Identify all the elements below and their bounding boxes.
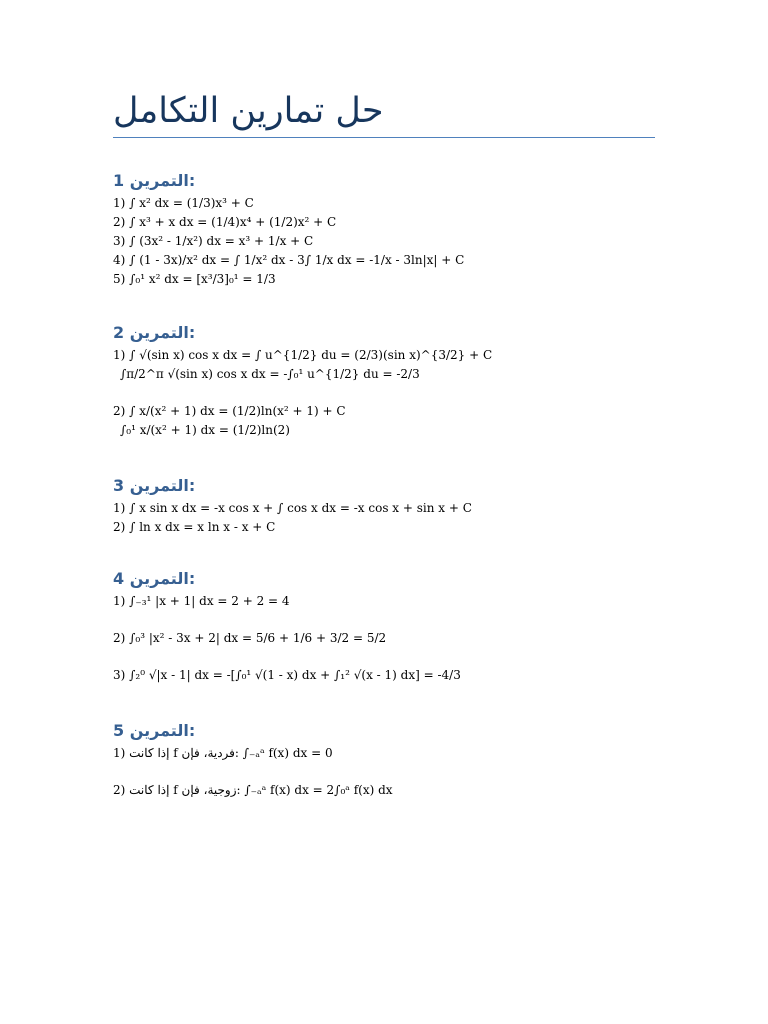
exercise-colon: : xyxy=(188,476,196,495)
solution-line: 2) ∫ x³ + x dx = (1/4)x⁴ + (1/2)x² + C xyxy=(113,215,337,229)
solution-line: 4) ∫ (1 - 3x)/x² dx = ∫ 1/x² dx - 3∫ 1/x dx = -1/x - 3ln|x| + C xyxy=(113,253,465,267)
solution-line: ∫₀¹ x/(x² + 1) dx = (1/2)ln(2) xyxy=(120,423,290,437)
exercise-heading xyxy=(113,475,673,497)
solution-line: 2) ∫ x/(x² + 1) dx = (1/2)ln(x² + 1) + C xyxy=(113,404,346,418)
exercise-colon: : xyxy=(188,323,196,342)
exercise-label: التمرين xyxy=(129,721,189,740)
exercise-colon: : xyxy=(188,171,196,190)
solution-line: 5) ∫₀¹ x² dx = [x³/3]₀¹ = 1/3 xyxy=(113,272,276,286)
exercise-number: 4 xyxy=(113,569,125,588)
solution-line: 1) ∫ x sin x dx = -x cos x + ∫ cos x dx = -x cos x + sin x + C xyxy=(113,501,472,515)
exercise-heading xyxy=(113,568,673,590)
exercise-label: التمرين xyxy=(129,476,189,495)
solution-line: 1) إذا كانت f فردية، فإن: ∫₋ₐᵃ f(x) dx = 0 xyxy=(113,746,333,760)
exercise-colon: : xyxy=(188,569,196,588)
solution-line: ∫π/2^π √(sin x) cos x dx = -∫₀¹ u^{1/2} du = -2/3 xyxy=(120,367,420,381)
exercise-5 xyxy=(113,720,673,800)
page-title: حل تمارين التكامل xyxy=(113,91,384,131)
solution-line: 1) ∫₋₃¹ |x + 1| dx = 2 + 2 = 4 xyxy=(113,594,290,608)
solution-line: 3) ∫ (3x² - 1/x²) dx = x³ + 1/x + C xyxy=(113,234,314,248)
exercise-number: 3 xyxy=(113,476,125,495)
exercise-label: التمرين xyxy=(129,323,189,342)
solution-line: 1) ∫ √(sin x) cos x dx = ∫ u^{1/2} du = (2/3)(sin x)^{3/2} + C xyxy=(113,348,493,362)
solution-line: 2) إذا كانت f زوجية، فإن: ∫₋ₐᵃ f(x) dx = 2∫₀ᵃ f(x) dx xyxy=(113,783,393,797)
solution-line: 1) ∫ x² dx = (1/3)x³ + C xyxy=(113,196,254,210)
exercise-1 xyxy=(113,170,673,289)
exercise-label: التمرين xyxy=(129,569,189,588)
exercise-label: التمرين xyxy=(129,171,189,190)
exercise-number: 2 xyxy=(113,323,125,342)
solution-line: 2) ∫ ln x dx = x ln x - x + C xyxy=(113,520,276,534)
exercise-heading xyxy=(113,322,673,344)
exercise-number: 1 xyxy=(113,171,125,190)
exercise-4 xyxy=(113,568,673,685)
exercise-colon: : xyxy=(188,721,196,740)
exercise-3 xyxy=(113,475,673,537)
exercise-number: 5 xyxy=(113,721,125,740)
title-underline xyxy=(113,137,655,138)
exercise-heading xyxy=(113,170,673,192)
exercise-2 xyxy=(113,322,673,440)
solution-line: 3) ∫₂⁰ √|x - 1| dx = -[∫₀¹ √(1 - x) dx + ∫₁² √(x - 1) dx] = -4/3 xyxy=(113,668,461,682)
solution-line: 2) ∫₀³ |x² - 3x + 2| dx = 5/6 + 1/6 + 3/2 = 5/2 xyxy=(113,631,387,645)
exercise-heading xyxy=(113,720,673,742)
